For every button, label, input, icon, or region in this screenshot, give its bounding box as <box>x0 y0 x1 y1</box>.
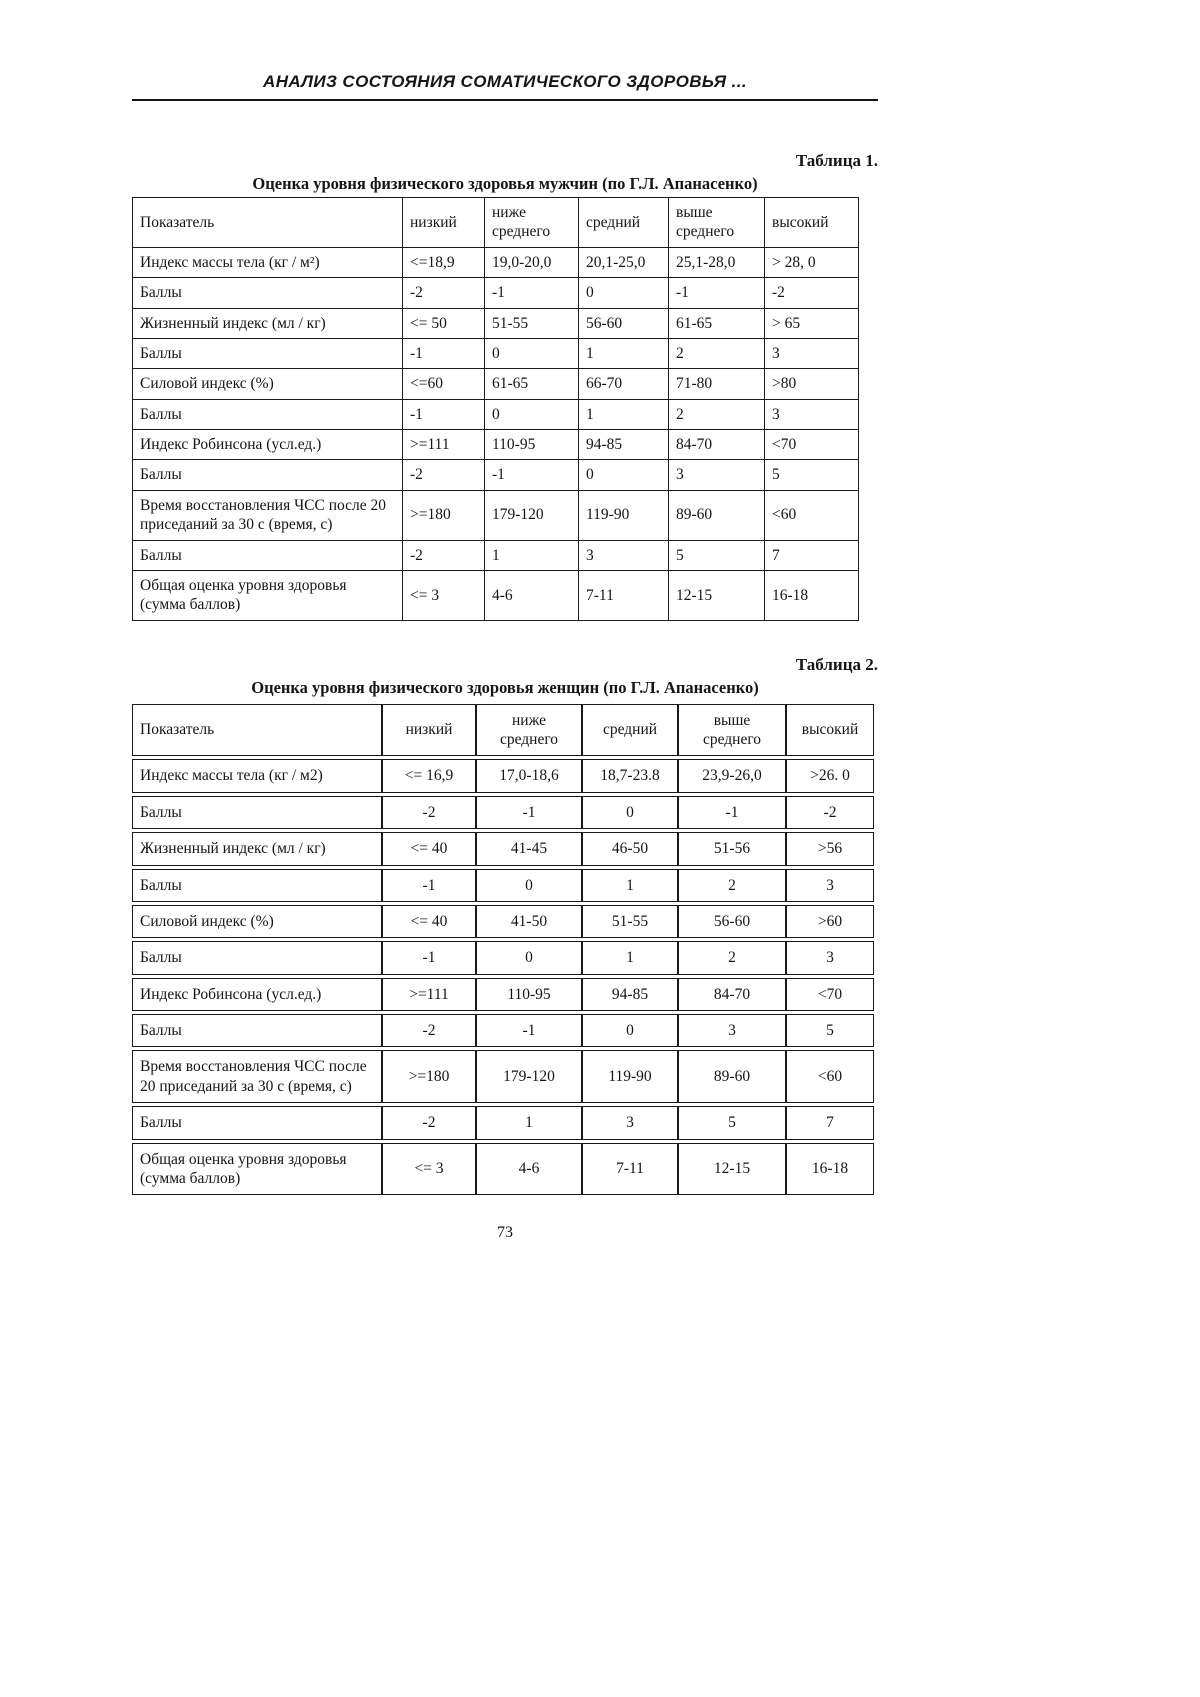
value-cell: 7 <box>786 1106 874 1139</box>
value-cell: >26. 0 <box>786 759 874 792</box>
value-cell: <= 40 <box>382 832 476 865</box>
value-cell: 0 <box>485 338 579 368</box>
column-header: средний <box>582 704 678 757</box>
value-cell: 94-85 <box>579 430 669 460</box>
value-cell: 5 <box>765 460 859 490</box>
value-cell: <=60 <box>403 369 485 399</box>
indicator-cell: Время восстановления ЧСС после 20 приседаний за 30 с (время, с) <box>132 1050 382 1103</box>
value-cell: 41-45 <box>476 832 582 865</box>
value-cell: 0 <box>582 1014 678 1047</box>
table-row <box>132 978 874 1011</box>
table-row <box>133 369 859 399</box>
indicator-cell: Индекс Робинсона (усл.ед.) <box>132 978 382 1011</box>
value-cell: <70 <box>765 430 859 460</box>
value-cell: 110-95 <box>485 430 579 460</box>
indicator-cell: Баллы <box>132 1106 382 1139</box>
value-cell: 12-15 <box>678 1143 786 1196</box>
table1-caption: Таблица 1. <box>795 151 878 170</box>
value-cell: 1 <box>579 338 669 368</box>
value-cell: -1 <box>403 338 485 368</box>
value-cell: >=111 <box>403 430 485 460</box>
value-cell: 1 <box>579 399 669 429</box>
value-cell: 0 <box>485 399 579 429</box>
value-cell: -1 <box>678 796 786 829</box>
value-cell: 12-15 <box>669 570 765 620</box>
value-cell: -1 <box>485 460 579 490</box>
value-cell: 0 <box>579 278 669 308</box>
indicator-cell: Баллы <box>133 338 403 368</box>
value-cell: 51-56 <box>678 832 786 865</box>
value-cell: 0 <box>582 796 678 829</box>
value-cell: <60 <box>786 1050 874 1103</box>
value-cell: 17,0-18,6 <box>476 759 582 792</box>
column-header: высокий <box>765 198 859 248</box>
value-cell: 3 <box>786 941 874 974</box>
value-cell: 3 <box>579 540 669 570</box>
column-header: ниже среднего <box>476 704 582 757</box>
indicator-cell: Индекс массы тела (кг / м²) <box>133 247 403 277</box>
value-cell: 61-65 <box>669 308 765 338</box>
table-row <box>133 540 859 570</box>
value-cell: <= 3 <box>403 570 485 620</box>
value-cell: <=18,9 <box>403 247 485 277</box>
value-cell: -1 <box>476 796 582 829</box>
value-cell: 20,1-25,0 <box>579 247 669 277</box>
table-row <box>133 430 859 460</box>
value-cell: 5 <box>669 540 765 570</box>
table-row <box>133 399 859 429</box>
header-rule <box>132 99 878 101</box>
value-cell: 66-70 <box>579 369 669 399</box>
table-row <box>133 338 859 368</box>
value-cell: <60 <box>765 490 859 540</box>
value-cell: 5 <box>786 1014 874 1047</box>
indicator-cell: Время восстановления ЧСС после 20 приседаний за 30 с (время, с) <box>133 490 403 540</box>
value-cell: >=111 <box>382 978 476 1011</box>
indicator-cell: Индекс Робинсона (усл.ед.) <box>133 430 403 460</box>
value-cell: 4-6 <box>476 1143 582 1196</box>
indicator-cell: Баллы <box>133 278 403 308</box>
column-header: ниже среднего <box>485 198 579 248</box>
column-header: низкий <box>403 198 485 248</box>
value-cell: 56-60 <box>579 308 669 338</box>
value-cell: -1 <box>403 399 485 429</box>
value-cell: -2 <box>403 460 485 490</box>
value-cell: 84-70 <box>669 430 765 460</box>
indicator-cell: Баллы <box>132 941 382 974</box>
indicator-cell: Баллы <box>133 540 403 570</box>
indicator-cell: Баллы <box>132 1014 382 1047</box>
value-cell: 1 <box>476 1106 582 1139</box>
value-cell: -2 <box>382 1014 476 1047</box>
column-header: высокий <box>786 704 874 757</box>
value-cell: > 65 <box>765 308 859 338</box>
column-header: средний <box>579 198 669 248</box>
value-cell: <= 3 <box>382 1143 476 1196</box>
table-row <box>133 308 859 338</box>
value-cell: 89-60 <box>678 1050 786 1103</box>
column-header: низкий <box>382 704 476 757</box>
indicator-cell: Баллы <box>133 460 403 490</box>
value-cell: 18,7-23.8 <box>582 759 678 792</box>
value-cell: 61-65 <box>485 369 579 399</box>
value-cell: 3 <box>786 869 874 902</box>
value-cell: 3 <box>669 460 765 490</box>
value-cell: 0 <box>579 460 669 490</box>
table-row <box>133 247 859 277</box>
column-header: выше среднего <box>678 704 786 757</box>
indicator-cell: Жизненный индекс (мл / кг) <box>133 308 403 338</box>
value-cell: -2 <box>382 796 476 829</box>
value-cell: 7 <box>765 540 859 570</box>
value-cell: 179-120 <box>485 490 579 540</box>
value-cell: >56 <box>786 832 874 865</box>
value-cell: >80 <box>765 369 859 399</box>
table-row <box>132 941 874 974</box>
value-cell: 110-95 <box>476 978 582 1011</box>
indicator-cell: Общая оценка уровня здоровья (сумма баллов) <box>132 1143 382 1196</box>
value-cell: >=180 <box>382 1050 476 1103</box>
value-cell: 84-70 <box>678 978 786 1011</box>
column-header: выше среднего <box>669 198 765 248</box>
value-cell: 4-6 <box>485 570 579 620</box>
column-header: Показатель <box>132 704 382 757</box>
value-cell: 119-90 <box>579 490 669 540</box>
value-cell: -2 <box>786 796 874 829</box>
value-cell: 3 <box>765 338 859 368</box>
running-header: АНАЛИЗ СОСТОЯНИЯ СОМАТИЧЕСКОГО ЗДОРОВЬЯ ... <box>263 72 747 91</box>
value-cell: 16-18 <box>786 1143 874 1196</box>
value-cell: 2 <box>678 941 786 974</box>
indicator-cell: Силовой индекс (%) <box>132 905 382 938</box>
value-cell: 94-85 <box>582 978 678 1011</box>
value-cell: > 28, 0 <box>765 247 859 277</box>
header-row <box>132 704 874 757</box>
value-cell: 19,0-20,0 <box>485 247 579 277</box>
value-cell: 3 <box>678 1014 786 1047</box>
table-row <box>133 490 859 540</box>
table-row <box>132 759 874 792</box>
value-cell: -1 <box>382 941 476 974</box>
table2-title: Оценка уровня физического здоровья женщин (по Г.Л. Апанасенко) <box>251 677 759 697</box>
value-cell: <70 <box>786 978 874 1011</box>
table-row <box>132 1050 874 1103</box>
value-cell: -2 <box>403 540 485 570</box>
table-row <box>132 832 874 865</box>
value-cell: 2 <box>669 399 765 429</box>
value-cell: <= 50 <box>403 308 485 338</box>
value-cell: -2 <box>403 278 485 308</box>
table2-caption: Таблица 2. <box>795 654 878 674</box>
indicator-cell: Индекс массы тела (кг / м2) <box>132 759 382 792</box>
indicator-cell: Силовой индекс (%) <box>133 369 403 399</box>
value-cell: 0 <box>476 941 582 974</box>
page-number: 73 <box>497 1224 513 1242</box>
value-cell: 71-80 <box>669 369 765 399</box>
value-cell: 2 <box>669 338 765 368</box>
value-cell: 46-50 <box>582 832 678 865</box>
value-cell: -1 <box>669 278 765 308</box>
value-cell: -1 <box>485 278 579 308</box>
value-cell: 89-60 <box>669 490 765 540</box>
table-row <box>132 905 874 938</box>
value-cell: -1 <box>476 1014 582 1047</box>
value-cell: 1 <box>582 941 678 974</box>
value-cell: 5 <box>678 1106 786 1139</box>
women-health-table <box>132 701 874 1199</box>
table-row <box>132 1106 874 1139</box>
value-cell: 25,1-28,0 <box>669 247 765 277</box>
value-cell: 41-50 <box>476 905 582 938</box>
column-header: Показатель <box>133 198 403 248</box>
table-row <box>132 1143 874 1196</box>
value-cell: 16-18 <box>765 570 859 620</box>
value-cell: -2 <box>382 1106 476 1139</box>
table-row <box>133 460 859 490</box>
value-cell: 119-90 <box>582 1050 678 1103</box>
value-cell: 7-11 <box>582 1143 678 1196</box>
value-cell: 51-55 <box>582 905 678 938</box>
value-cell: 1 <box>582 869 678 902</box>
table-row <box>132 796 874 829</box>
table1-title: Оценка уровня физического здоровья мужчин (по Г.Л. Апанасенко) <box>252 174 758 193</box>
value-cell: 51-55 <box>485 308 579 338</box>
value-cell: -1 <box>382 869 476 902</box>
value-cell: 23,9-26,0 <box>678 759 786 792</box>
table-row <box>133 570 859 620</box>
table-row <box>132 869 874 902</box>
value-cell: 3 <box>765 399 859 429</box>
header-row <box>133 198 859 248</box>
men-health-table <box>132 197 859 621</box>
table-row <box>133 278 859 308</box>
value-cell: 7-11 <box>579 570 669 620</box>
value-cell: <= 40 <box>382 905 476 938</box>
value-cell: 56-60 <box>678 905 786 938</box>
value-cell: <= 16,9 <box>382 759 476 792</box>
value-cell: 3 <box>582 1106 678 1139</box>
indicator-cell: Общая оценка уровня здоровья (сумма баллов) <box>133 570 403 620</box>
indicator-cell: Жизненный индекс (мл / кг) <box>132 832 382 865</box>
indicator-cell: Баллы <box>133 399 403 429</box>
indicator-cell: Баллы <box>132 796 382 829</box>
value-cell: -2 <box>765 278 859 308</box>
value-cell: 1 <box>485 540 579 570</box>
value-cell: 179-120 <box>476 1050 582 1103</box>
table-row <box>132 1014 874 1047</box>
indicator-cell: Баллы <box>132 869 382 902</box>
value-cell: >=180 <box>403 490 485 540</box>
value-cell: >60 <box>786 905 874 938</box>
value-cell: 2 <box>678 869 786 902</box>
value-cell: 0 <box>476 869 582 902</box>
page-content <box>132 0 878 1242</box>
